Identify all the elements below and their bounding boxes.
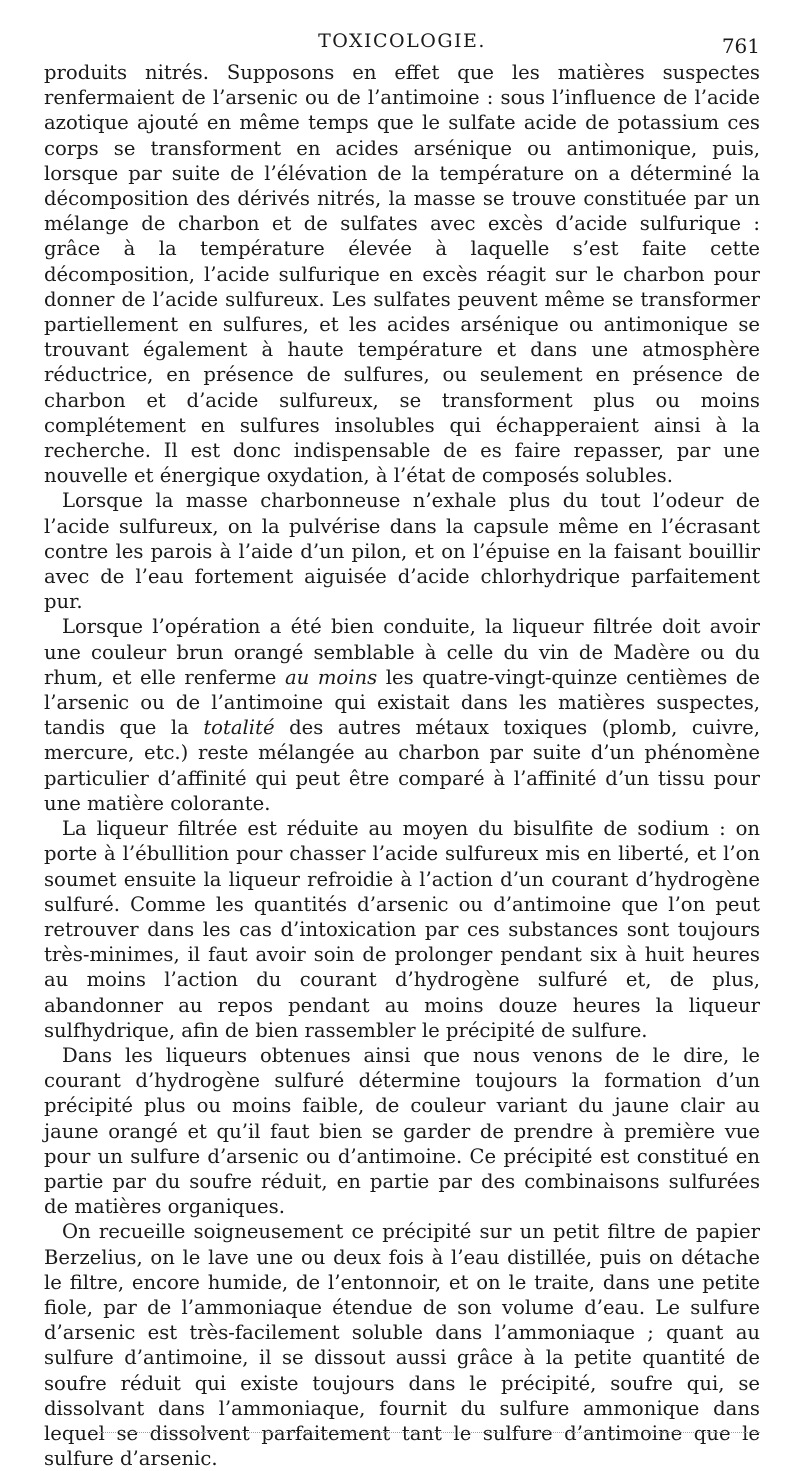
paragraph-1-text: produits nitrés. Supposons en effet que les matières suspectes renfermaient de l’arsenic ou de l’antimoine : sous l’influence de l’acide azotique ajouté en même temps que le sulfate acide de potassium ces corps se transforment en acides arsénique ou antimonique, puis, lorsque par suite de l’élévation de la température on a déterminé la décomposition des dérivés nitrés, la masse se trouve constituée par un mélange de charbon et de sulfates avec excès d’acide sulfurique : grâce à la température élevée à laquelle s’est faite cette décomposition, l’acide sulfurique en excès réagit sur le charbon pour donner de l’acide sulfureux. Les sulfates peuvent même se transformer partiellement en sulfures, et les acides arsénique ou antimonique se trouvant également à haute température et dans une atmosphère réductrice, en présence de sulfures, ou seulement en présence de charbon et d’acide sulfureux, se transforment plus ou moins complétement en sulfures insolubles qui échapperaient ainsi à la recherche. Il est donc indispensable de es faire repasser, par une nouvelle et énergique oxydation, à l’état de composés solubles. xyxy=(44,61,760,488)
body-text xyxy=(44,60,760,1471)
paragraph-3-text-c: des autres métaux toxiques (plomb, cuivre, mercure, etc.) reste mélangée au charbon par suite d’un phénomène particulier d’affinité qui peut être comparé à l’affinité d’un tissu pour une matière colorante. xyxy=(44,716,760,815)
paragraph-3-text-b: les quatre-vingt-quinze centièmes de l’arsenic ou de l’antimoine qui existait dans les matières suspectes, tandis que la xyxy=(44,665,760,740)
paragraph-6-text: On recueille soigneusement ce précipité sur un petit filtre de papier Berzelius, on le lave une ou deux fois à l’eau distillée, puis on détache le filtre, encore humide, de l’entonnoir, et on le traite, dans une petite fiole, par de l’ammoniaque étendue de son volume d’eau. Le sulfure d’arsenic est très-facilement soluble dans l’ammoniaque ; quant au sulfure d’antimoine, il se dissout aussi grâce à la petite quantité de soufre réduit qui existe toujours dans le précipité, soufre qui, se dissolvant dans l’ammoniaque, fournit du sulfure ammonique dans lequel se dissolvent parfaitement tant le sulfure d’antimoine que le sulfure d’arsenic. xyxy=(44,1220,760,1471)
paragraph-1 xyxy=(44,60,760,488)
paragraph-2-text: Lorsque la masse charbonneuse n’exhale plus du tout l’odeur de l’acide sulfureux, on la pulvérise dans la capsule même en l’écrasant contre les parois à l’aide d’un pilon, et on l’épuise en la faisant bouillir avec de l’eau fortement aiguisée d’acide chlorhydrique parfaitement pur. xyxy=(44,489,760,614)
page-header xyxy=(44,26,760,60)
italic-au-moins: au moins xyxy=(284,665,378,689)
paragraph-4 xyxy=(44,816,760,1043)
paragraph-6 xyxy=(44,1219,760,1471)
paragraph-5 xyxy=(44,1043,760,1219)
paragraph-2 xyxy=(44,488,760,614)
running-title: TOXICOLOGIE. xyxy=(318,30,486,52)
italic-totalite: totalité xyxy=(203,716,275,740)
paragraph-3 xyxy=(44,614,760,816)
footer-dotted-rule xyxy=(90,1432,760,1433)
paragraph-3-text-a: Lorsque l’opération a été bien conduite, la liqueur filtrée doit avoir une couleur brun orangé semblable à celle du vin de Madère ou du rhum, et elle renferme xyxy=(44,615,760,689)
paragraph-5-text: Dans les liqueurs obtenues ainsi que nous venons de le dire, le courant d’hydrogène sulfuré détermine toujours la formation d’un précipité plus ou moins faible, de couleur variant du jaune clair au jaune orangé et qu’il faut bien se garder de prendre à première vue pour un sulfure d’arsenic ou d’antimoine. Ce précipité est constitué en partie par du soufre réduit, en partie par des combinaisons sulfurées de matières organiques. xyxy=(44,1043,760,1219)
page-number: 761 xyxy=(721,34,760,58)
paragraph-4-text: La liqueur filtrée est réduite au moyen du bisulfite de sodium : on porte à l’ébullition pour chasser l’acide sulfureux mis en liberté, et l’on soumet ensuite la liqueur refroidie à l’action d’un courant d’hydrogène sulfuré. Comme les quantités d’arsenic ou d’antimoine que l’on peut retrouver dans les cas d’intoxication par ces substances sont toujours très-minimes, il faut avoir soin de prolonger pendant six à huit heures au moins l’action du courant d’hydrogène sulfuré et, de plus, abandonner au repos pendant au moins douze heures la liqueur sulfhydrique, afin de bien rassembler le précipité de sulfure. xyxy=(44,817,760,1042)
